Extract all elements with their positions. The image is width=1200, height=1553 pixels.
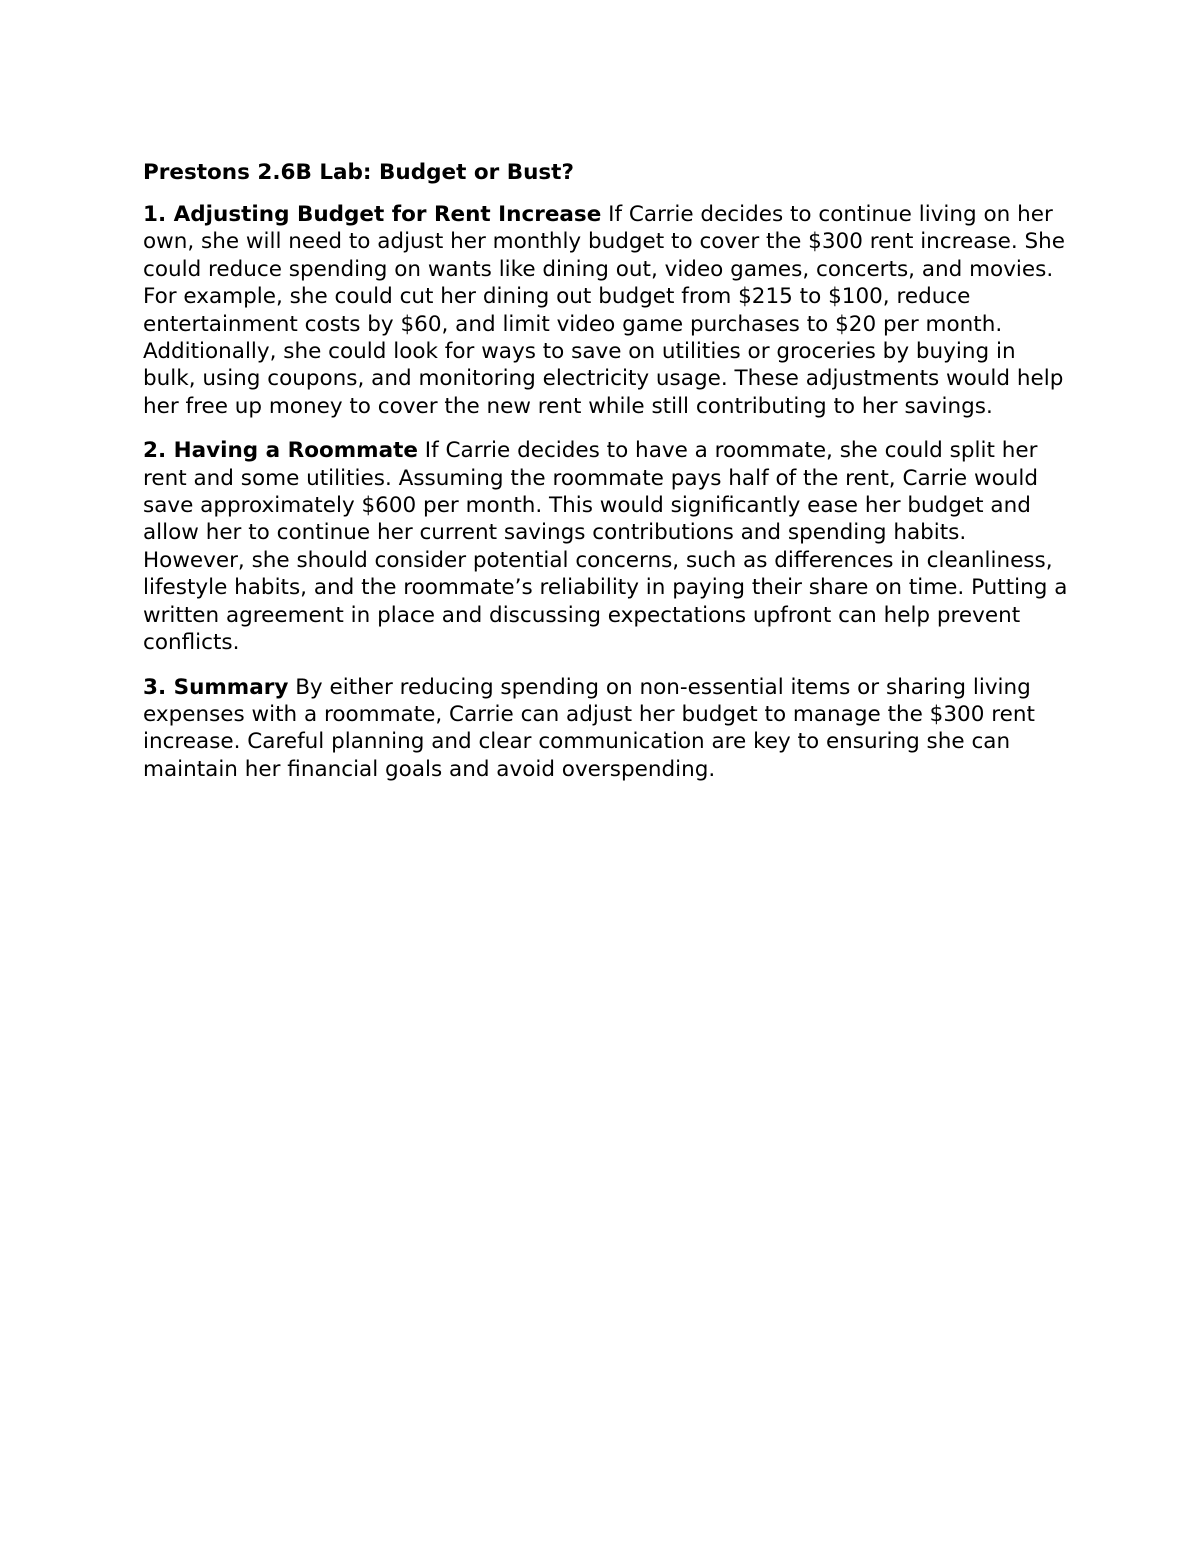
section-summary — [143, 674, 1068, 784]
document-page — [143, 158, 1068, 800]
section-body: If Carrie decides to have a roommate, she could split her rent and some utilities. Assuming the roommate pays half of the rent, Carrie would save approximately $600 per month. This would significantly ease her budget and allow her to continue her current savings contributions and spending habits. However, she should consider potential concerns, such as differences in cleanliness, lifestyle habits, and the roommate’s reliability in paying their share on time. Putting a written agreement in place and discussing expectations upfront can help prevent conflicts. — [143, 438, 1068, 656]
section-heading: 3. Summary — [143, 674, 289, 700]
section-roommate — [143, 437, 1068, 656]
section-rent-increase — [143, 201, 1068, 420]
section-body: If Carrie decides to continue living on her own, she will need to adjust her monthly budget to cover the $300 rent increase. She could reduce spending on wants like dining out, video games, concerts, and movies. For example, she could cut her dining out budget from $215 to $100, reduce entertainment costs by $60, and limit video game purchases to $20 per month. Additionally, she could look for ways to save on utilities or groceries by buying in bulk, using coupons, and monitoring electricity usage. These adjustments would help her free up money to cover the new rent while still contributing to her savings. — [143, 202, 1065, 419]
section-heading: 1. Adjusting Budget for Rent Increase — [143, 202, 602, 227]
section-body: By either reducing spending on non-essential items or sharing living expenses with a roommate, Carrie can adjust her budget to manage the $300 rent increase. Careful planning and clear communication are key to ensuring she can maintain her financial goals and avoid overspending. — [143, 674, 1035, 782]
document-title: Prestons 2.6B Lab: Budget or Bust? — [143, 160, 574, 185]
section-heading: 2. Having a Roommate — [143, 438, 418, 464]
